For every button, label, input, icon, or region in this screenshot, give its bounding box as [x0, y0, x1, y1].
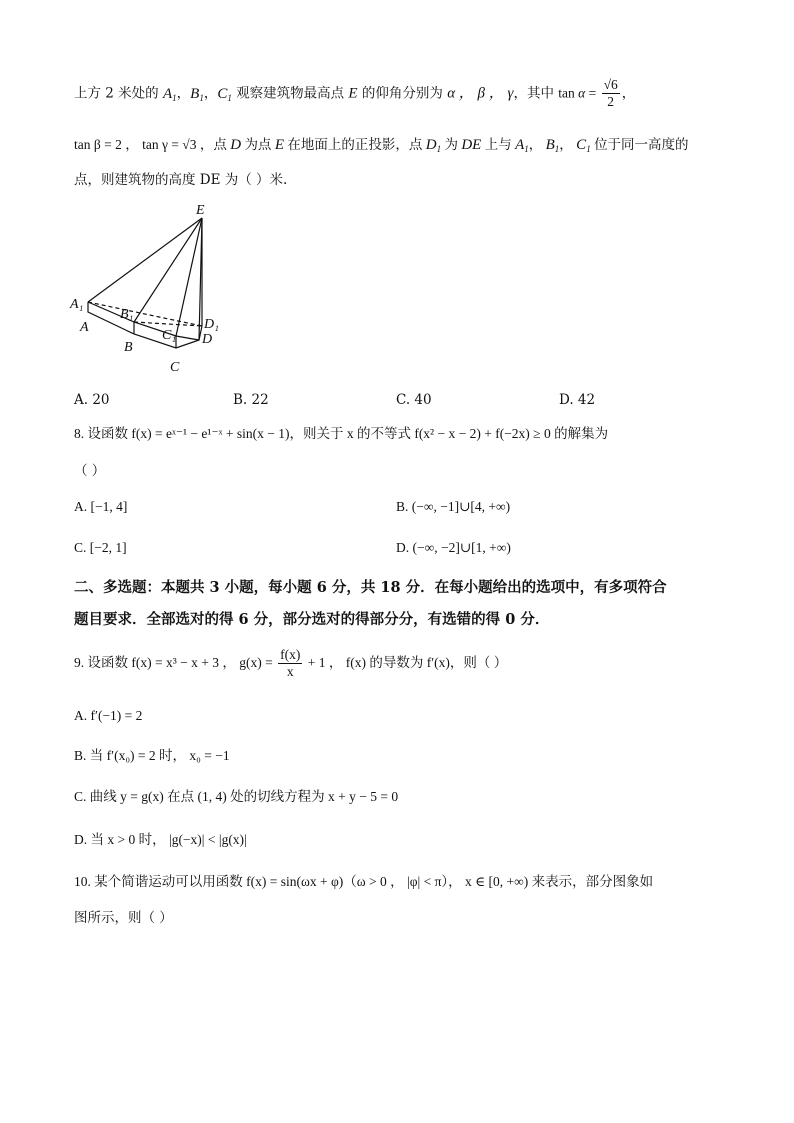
q7-line3: 点，则建筑物的高度 DE 为（ ）米. [74, 172, 288, 188]
q7-line2: tan β = 2 ， tan γ = √3 ，点 D 为点 E 在地面上的正投影，点 $D_1$ 为 DE 上与 $A_1$， $B_1$， $C_1$ 位于同一高度的 [74, 137, 689, 154]
fraction-tan-alpha [602, 78, 620, 110]
q8-option-b[interactable]: B. (−∞, −1]∪[4, +∞) [396, 499, 511, 514]
pyramid-figure [68, 200, 228, 382]
q9-option-d[interactable]: D. 当 x > 0 时， |g(−x)| < |g(x)| [74, 832, 247, 847]
math-e: E [274, 137, 284, 153]
math-b1: $B_1$ [545, 137, 560, 154]
q9-option-a[interactable]: A. f′(−1) = 2 [74, 708, 143, 723]
fraction-fx-over-x [278, 648, 302, 680]
math-b1: $B_1$ [190, 85, 204, 103]
label-a: A [80, 320, 89, 335]
q9-text: + 1 ， f(x) 的导数为 f′(x)，则（ ） [304, 655, 508, 671]
q7-text: 观察建筑物最高点 [231, 85, 349, 102]
q8-option-a[interactable]: A. [−1, 4] [74, 499, 128, 514]
q7-text: 为 [441, 137, 462, 152]
q7-text: 的仰角分别为 [357, 85, 448, 102]
q9-option-b[interactable]: B. 当 f′(x₀) = 2 时， x₀ = −1 [74, 748, 230, 763]
math-d1: $D_1$ [425, 137, 442, 154]
q7-text: tan β = 2 ， tan γ = √3 ，点 [74, 137, 231, 152]
q7-text: 上方 2 米处的 [74, 85, 163, 102]
q7-text: 在地面上的正投影，点 [283, 137, 426, 152]
q7-option-c[interactable]: C. 40 [396, 392, 432, 408]
label-b1: B₁ [120, 307, 134, 322]
label-c1: C₁ [162, 328, 177, 343]
math-c1: $C_1$ [217, 85, 232, 103]
q8-option-c[interactable]: C. [−2, 1] [74, 540, 127, 555]
label-a1: A₁ [70, 297, 84, 312]
q7-text: ，其中 [513, 85, 559, 102]
math-c1: $C_1$ [576, 137, 591, 154]
fraction-numerator: √6 [603, 77, 618, 92]
q8-option-d[interactable]: D. (−∞, −2]∪[1, +∞) [396, 540, 511, 555]
math-de: DE [461, 137, 482, 153]
fraction-denominator: x [286, 663, 294, 679]
math-angles: α ， β ， γ [447, 85, 514, 102]
q9-stem [74, 648, 507, 680]
q9-option-c[interactable]: C. 曲线 y = g(x) 在点 (1, 4) 处的切线方程为 x + y − 5 = 0 [74, 789, 399, 804]
q7-text: 上与 [481, 137, 516, 152]
section-heading-line1: 二、多选题：本题共 3 小题，每小题 6 分，共 18 分．在每小题给出的选项中，有多项符合 [74, 579, 667, 596]
q9-text: 9. 设函数 f(x) = x³ − x + 3 ， g(x) = [74, 655, 277, 671]
label-b: B [124, 340, 133, 355]
q7-line1: 上方 2 米处的 $A_1$，$B_1$，$C_1$ 观察建筑物最高点 E 的仰角分别为 α ， β ， γ，其中 tan α = $\frac{√6}{2}$ ， [74, 77, 636, 109]
q7-text: 为点 [241, 137, 275, 152]
section-heading-line2: 题目要求．全部选对的得 6 分，部分选对的得部分分，有选错的得 0 分． [74, 611, 550, 628]
q7-option-b[interactable]: B. 22 [233, 392, 269, 408]
q8-paren: （ ） [74, 463, 106, 479]
q7-text: 位于同一高度的 [590, 137, 689, 152]
q10-line1: 10. 某个简谐运动可以用函数 f(x) = sin(ωx + φ)（ω > 0 ， |φ| < π）， x ∈ [0, +∞) 来表示，部分图象如 [74, 874, 654, 889]
math-a1b1c1: $A_1$ [515, 137, 529, 154]
q10-line2: 图所示，则（ ） [74, 910, 173, 926]
math-d: D [230, 137, 242, 153]
label-d: D [202, 332, 213, 347]
label-e: E [196, 203, 205, 218]
q8-stem: 8. 设函数 f(x) = eˣ⁻¹ − e¹⁻ˣ + sin(x − 1)，则关于 x 的不等式 f(x² − x − 2) + f(−2x) ≥ 0 的解集为 [74, 426, 609, 441]
label-c: C [170, 360, 180, 375]
fraction-numerator: f(x) [280, 647, 301, 662]
math-a1: $A_1$ [162, 85, 177, 103]
label-d1: D₁ [204, 317, 219, 332]
q7-option-d[interactable]: D. 42 [559, 392, 596, 408]
q7-option-a[interactable]: A. 20 [74, 392, 110, 408]
math-e: E [348, 85, 358, 102]
math-tan-alpha: tan α = [558, 85, 600, 101]
fraction-denominator: 2 [607, 93, 615, 109]
